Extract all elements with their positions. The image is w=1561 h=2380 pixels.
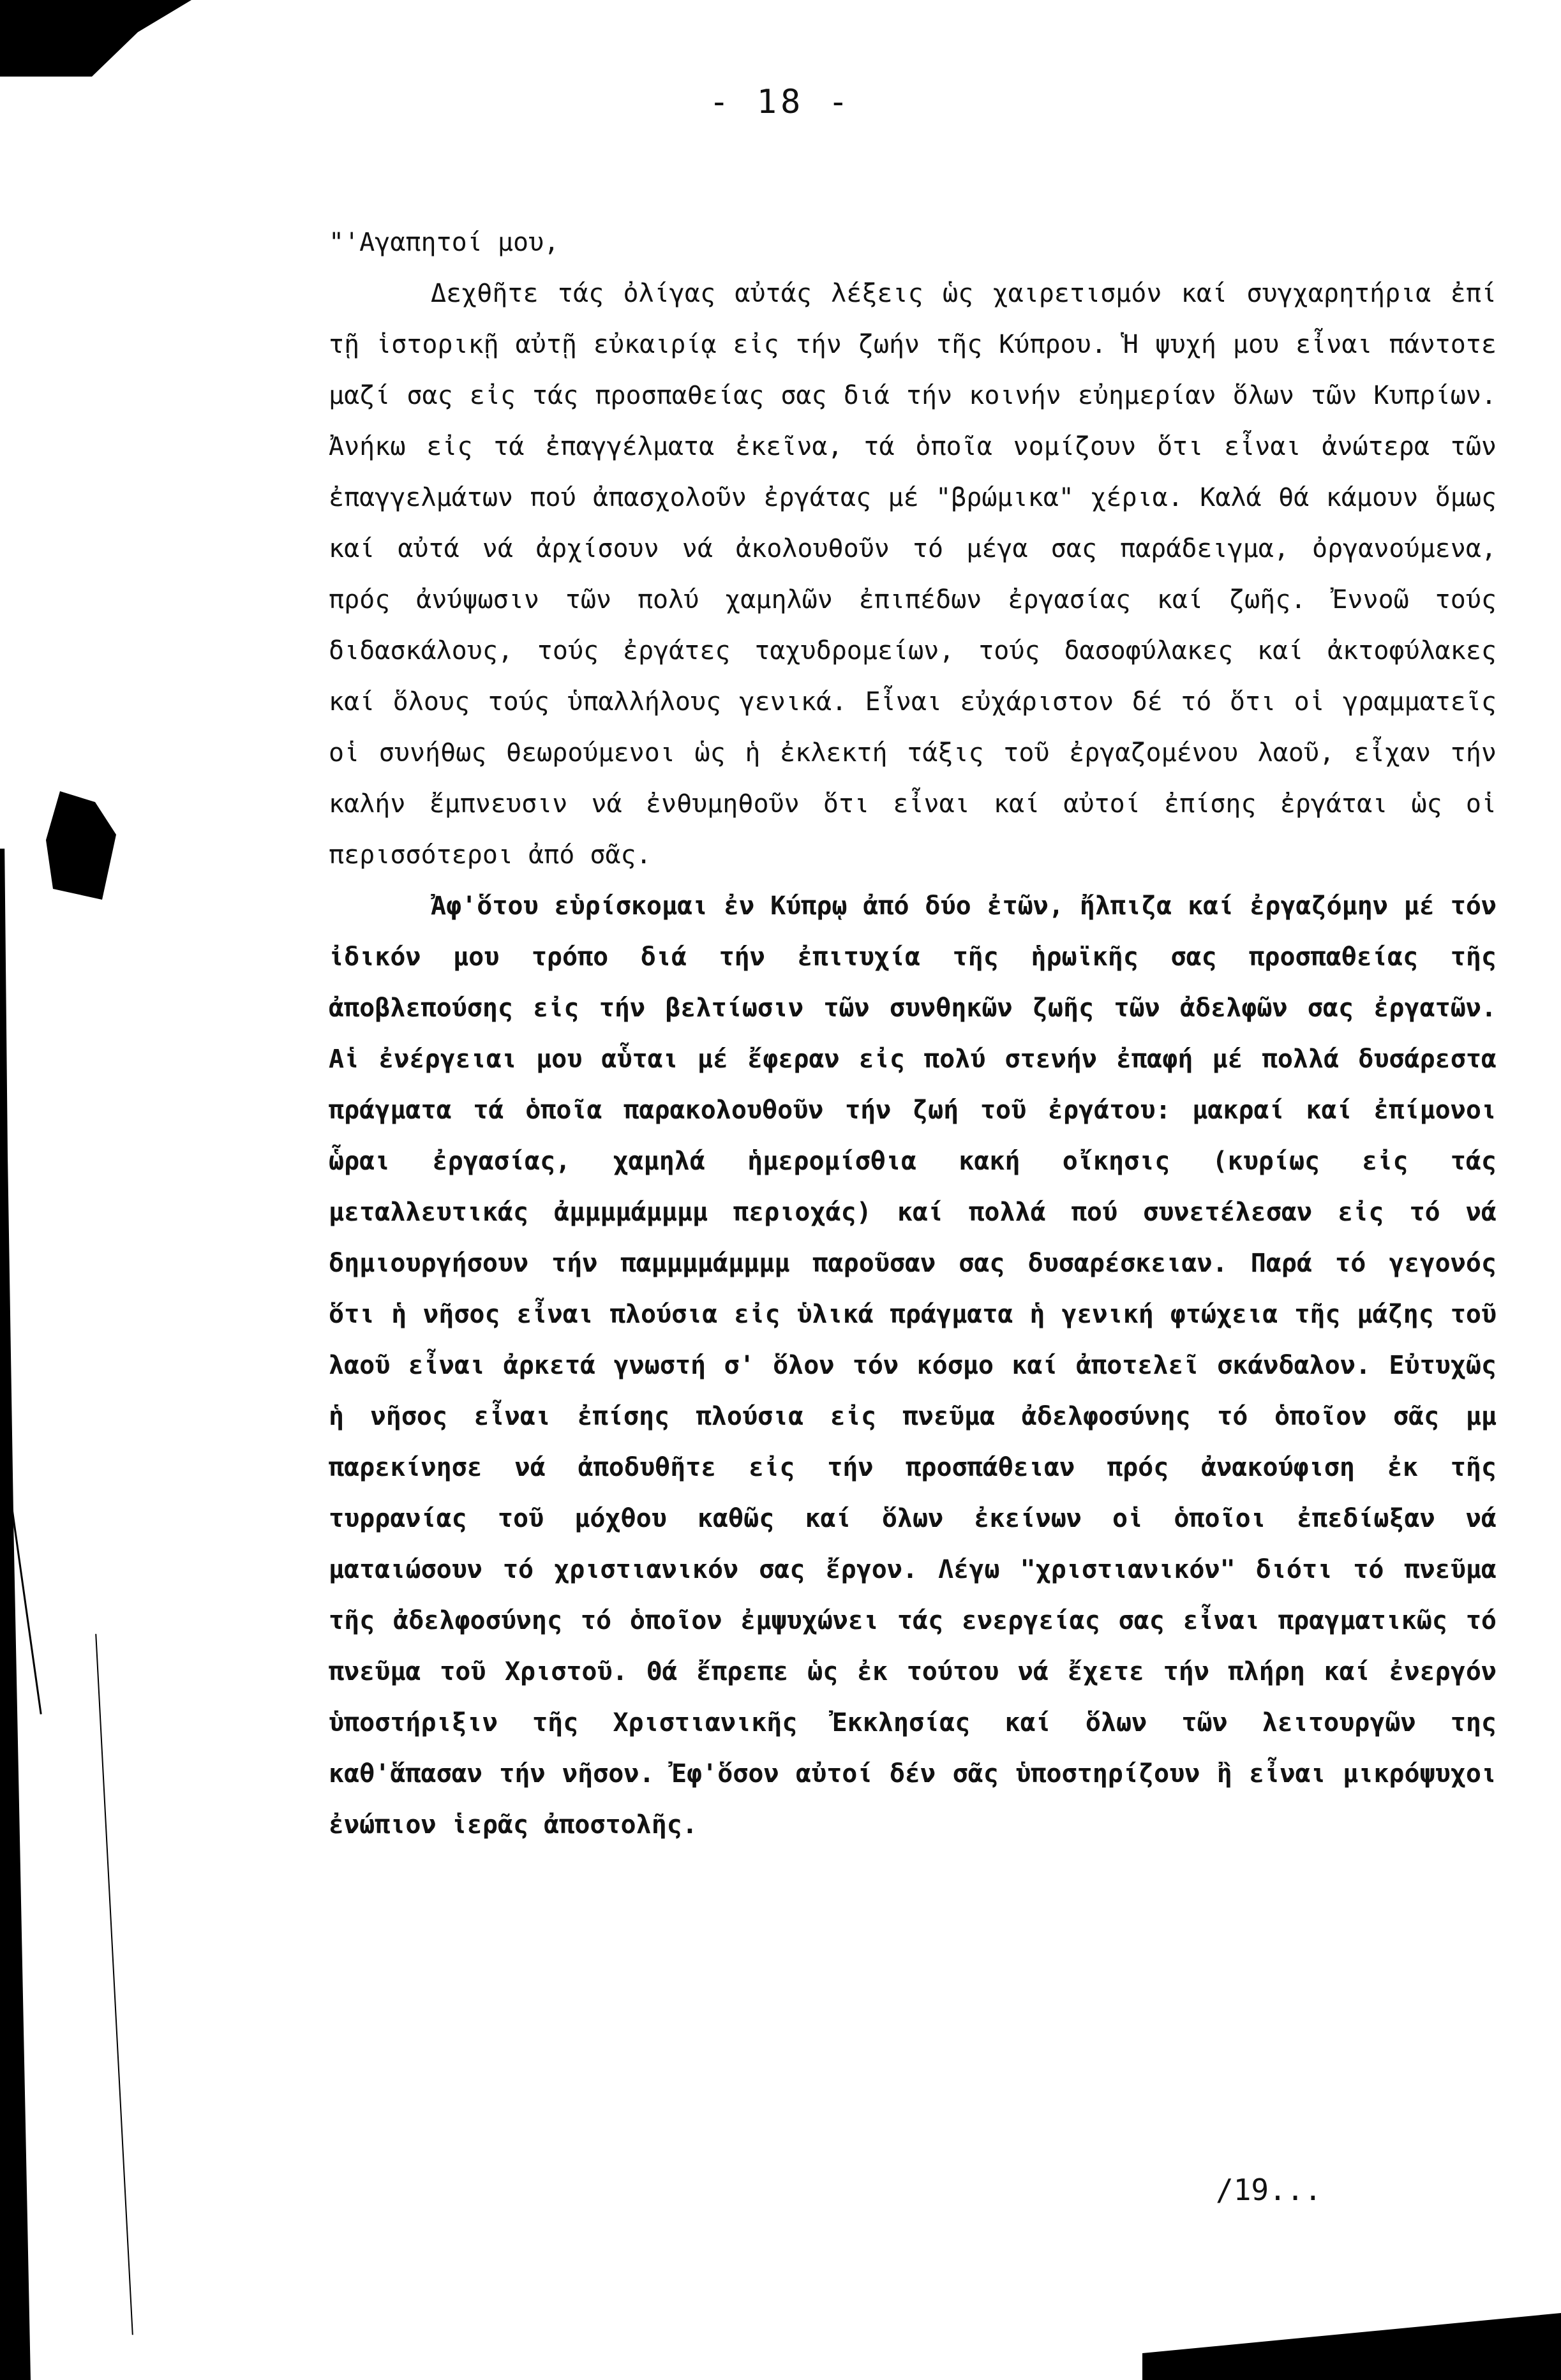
continuation-marker: /19... [1216, 2173, 1322, 2207]
scan-shadow-bottom [1142, 2313, 1561, 2380]
paragraph: Δεχθῆτε τάς ὀλίγας αὐτάς λέξεις ὡς χαιρετισμόν καί συγχαρητήρια ἐπί τῇ ἱστορικῇ αὐτῇ εὐκαιρίᾳ εἰς τήν ζωήν τῆς Κύπρου. Ἡ ψυχή μου εἶναι πάντοτε μαζί σας εἰς τάς προσπαθείας σας διά τήν κοινήν εὐημερίαν ὅλων τῶν Κυπρίων. Ἀνήκω εἰς τά ἐπαγγέλματα ἐκεῖνα, τά ὁποῖα νομίζουν ὅτι εἶναι ἀνώτερα τῶν ἐπαγγελμάτων πού ἀπασχολοῦν ἐργάτας μέ "βρώμικα" χέρια. Καλά θά κάμουν ὅμως καί αὐτά νά ἀρχίσουν νά ἀκολουθοῦν τό μέγα σας παράδειγμα, ὀργανούμενα, πρός ἀνύψωσιν τῶν πολύ χαμηλῶν ἐπιπέδων ἐργασίας καί ζωῆς. Ἐννοῶ τούς διδασκάλους, τούς ἐργάτες ταχυδρομείων, τούς δασοφύλακες καί ἀκτοφύλακες καί ὅλους τούς ὑπαλλήλους γενικά. Εἶναι εὐχάριστον δέ τό ὅτι οἱ γραμματεῖς οἱ συνήθως θεωρούμενοι ὡς ἡ ἐκλεκτή τάξις τοῦ ἐργαζομένου λαοῦ, εἶχαν τήν καλήν ἔμπνευσιν νά ἐνθυμηθοῦν ὅτι εἶναι καί αὐτοί ἐπίσης ἐργάται ὡς οἱ περισσότεροι ἀπό σᾶς. [329, 279, 1497, 870]
letter-salutation: "'Αγαπητοί μου, [329, 228, 560, 257]
scan-shadow-top-left [0, 0, 191, 77]
paragraph: Ἀφ'ὅτου εὑρίσκομαι ἐν Κύπρῳ ἀπό δύο ἐτῶν, ἤλπιζα καί ἐργαζόμην μέ τόν ἰδικόν μου τρόπο διά τήν ἐπιτυχία τῆς ἡρωϊκῆς σας προσπαθείας τῆς ἀποβλεπούσης εἰς τήν βελτίωσιν τῶν συνθηκῶν ζωῆς τῶν ἀδελφῶν σας ἐργατῶν. Αἱ ἐνέργειαι μου αὗται μέ ἔφεραν εἰς πολύ στενήν ἐπαφή μέ πολλά δυσάρεστα πράγματα τά ὁποῖα παρακολουθοῦν τήν ζωή τοῦ ἐργάτου: μακραί καί ἐπίμονοι ὧραι ἐργασίας, χαμηλά ἡμερομίσθια κακή οἴκησις (κυρίως εἰς τάς μεταλλευτικάς ἀμμμμάμμμμ περιοχάς) καί πολλά πού συνετέλεσαν εἰς τό νά δημιουργήσουν τήν παμμμμάμμμμ παροῦσαν σας δυσαρέσκειαν. Παρά τό γεγονός ὅτι ἡ νῆσος εἶναι πλούσια εἰς ὑλικά πράγματα ἡ γενική φτώχεια τῆς μάζης τοῦ λαοῦ εἶναι ἀρκετά γνωστή σ' ὅλον τόν κόσμο καί ἀποτελεῖ σκάνδαλον. Εὐτυχῶς ἡ νῆσος εἶναι ἐπίσης πλούσια εἰς πνεῦμα ἀδελφοσύνης τό ὁποῖον σᾶς μμ παρεκίνησε νά ἀποδυθῆτε εἰς τήν προσπάθειαν πρός ἀνακούφιση ἐκ τῆς τυρρανίας τοῦ μόχθου καθῶς καί ὅλων ἐκείνων οἱ ὁποῖοι ἐπεδίωξαν νά ματαιώσουν τό χριστιανικόν σας ἔργον. Λέγω "χριστιανικόν" διότι τό πνεῦμα τῆς ἀδελφοσύνης τό ὁποῖον ἐμψυχώνει τάς ενεργείας σας εἶναι πραγματικῶς τό πνεῦμα τοῦ Χριστοῦ. Θά ἔπρεπε ὡς ἐκ τούτου νά ἔχετε τήν πλήρη καί ἐνεργόν ὑποστήριξιν τῆς Χριστιανικῆς Ἐκκλησίας καί ὅλων τῶν λειτουργῶν της καθ'ἅπασαν τήν νῆσον. Ἐφ'ὅσον αὐτοί δέν σᾶς ὑποστηρίζουν ἢ εἶναι μικρόψυχοι ἐνώπιον ἱερᾶς ἀποστολῆς. [329, 891, 1497, 1840]
letter-body [329, 217, 1497, 1850]
page-number: - 18 - [709, 83, 852, 121]
scan-shadow-left-edge [0, 849, 77, 2380]
scan-crease-line [95, 1634, 133, 2335]
scan-blot-left [46, 791, 116, 900]
